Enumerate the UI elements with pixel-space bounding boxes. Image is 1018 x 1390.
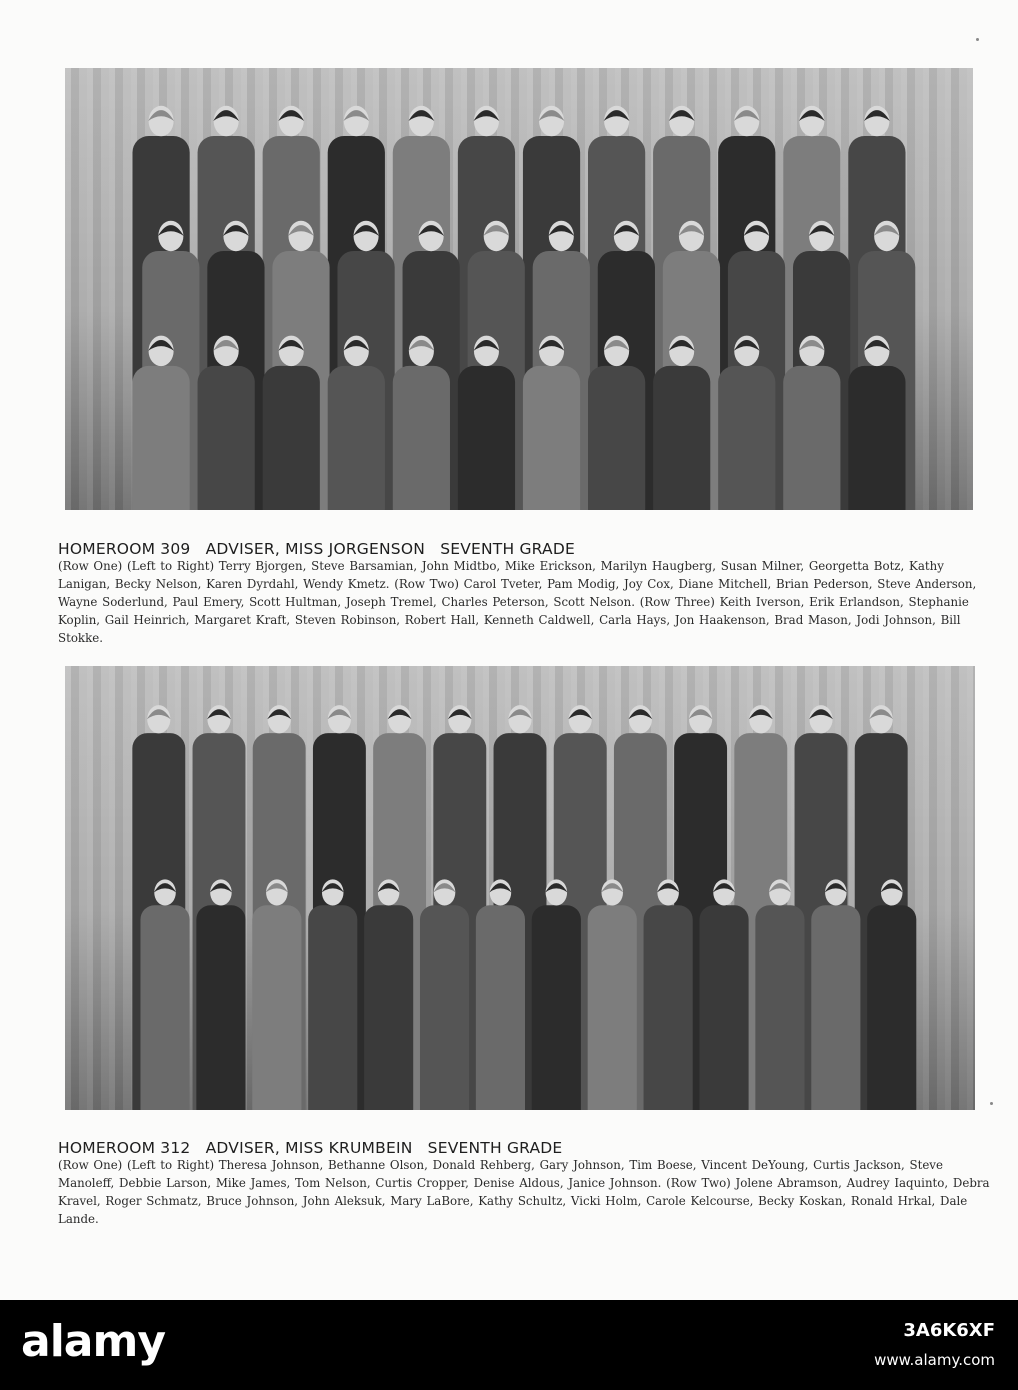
scan-speck xyxy=(990,1102,993,1105)
grade-level: SEVENTH GRADE xyxy=(440,540,575,558)
alamy-logo[interactable]: alamy xyxy=(21,1316,165,1367)
grade-level: SEVENTH GRADE xyxy=(427,1139,563,1157)
class-photo-homeroom-312 xyxy=(65,666,975,1110)
student-figure xyxy=(476,879,525,1110)
adviser-name: ADVISER, MISS KRUMBEIN xyxy=(205,1139,413,1157)
student-figure xyxy=(811,879,860,1110)
student-figure xyxy=(867,879,916,1110)
class-photo-homeroom-309 xyxy=(65,68,973,510)
watermark-footer xyxy=(0,1300,1018,1390)
student-figure xyxy=(140,879,189,1110)
student-figure xyxy=(196,879,245,1110)
image-reference xyxy=(815,1320,995,1369)
student-figure xyxy=(699,879,748,1110)
student-figure xyxy=(755,879,804,1110)
student-figure xyxy=(588,879,637,1110)
class-photo-figures xyxy=(65,666,975,1110)
image-id: 3A6K6XF xyxy=(903,1320,995,1341)
site-url[interactable]: www.alamy.com xyxy=(874,1351,995,1369)
student-figure xyxy=(252,879,301,1110)
student-figure xyxy=(532,879,581,1110)
class-photo-figures xyxy=(65,68,973,510)
adviser-name: ADVISER, MISS JORGENSON xyxy=(205,540,426,558)
student-figure xyxy=(644,879,693,1110)
section-heading xyxy=(58,1139,572,1157)
section-heading xyxy=(58,540,585,558)
student-name-caption: (Row One) (Left to Right) Terry Bjorgen, Steve Barsamian, John Midtbo, Mike Erickson, Marilyn Haugberg, Susan Milner, Georgetta Botz, Kathy Lanigan, Becky Nelson, Karen Dyrdahl, Wendy Kmetz. (Row Two) Carol Tveter, Pam Modig, Joy Cox, Diane Mitchell, Brian Pederson, Steve Anderson, Wayne Soderlund, Paul Emery, Scott Hultman, Joseph Tremel, Charles Peterson, Scott Nelson. (Row Three) Keith Iverson, Erik Erlandson, Stephanie Koplin, Gail Heinrich, Margaret Kraft, Steven Robinson, Robert Hall, Kenneth Caldwell, Carla Hays, Jon Haakenson, Brad Mason, Jodi Johnson, Bill Stokke. xyxy=(58,559,977,645)
homeroom-number: HOMEROOM 309 xyxy=(58,540,191,558)
student-figure xyxy=(364,879,413,1110)
student-figure xyxy=(308,879,357,1110)
scan-speck xyxy=(976,38,979,41)
homeroom-number: HOMEROOM 312 xyxy=(58,1139,191,1157)
student-name-caption: (Row One) (Left to Right) Theresa Johnson, Bethanne Olson, Donald Rehberg, Gary Johnson, Tim Boese, Vincent DeYoung, Curtis Jackson, Steve Manoleff, Debbie Larson, Mike James, Tom Nelson, Curtis Cropper, Denise Aldous, Janice Johnson. (Row Two) Jolene Abramson, Audrey Iaquinto, Debra Kravel, Roger Schmatz, Bruce Johnson, John Aleksuk, Mary LaBore, Kathy Schultz, Vicki Holm, Carole Kelcourse, Becky Koskan, Ronald Hrkal, Dale Lande. xyxy=(58,1158,990,1226)
student-figure xyxy=(420,879,469,1110)
